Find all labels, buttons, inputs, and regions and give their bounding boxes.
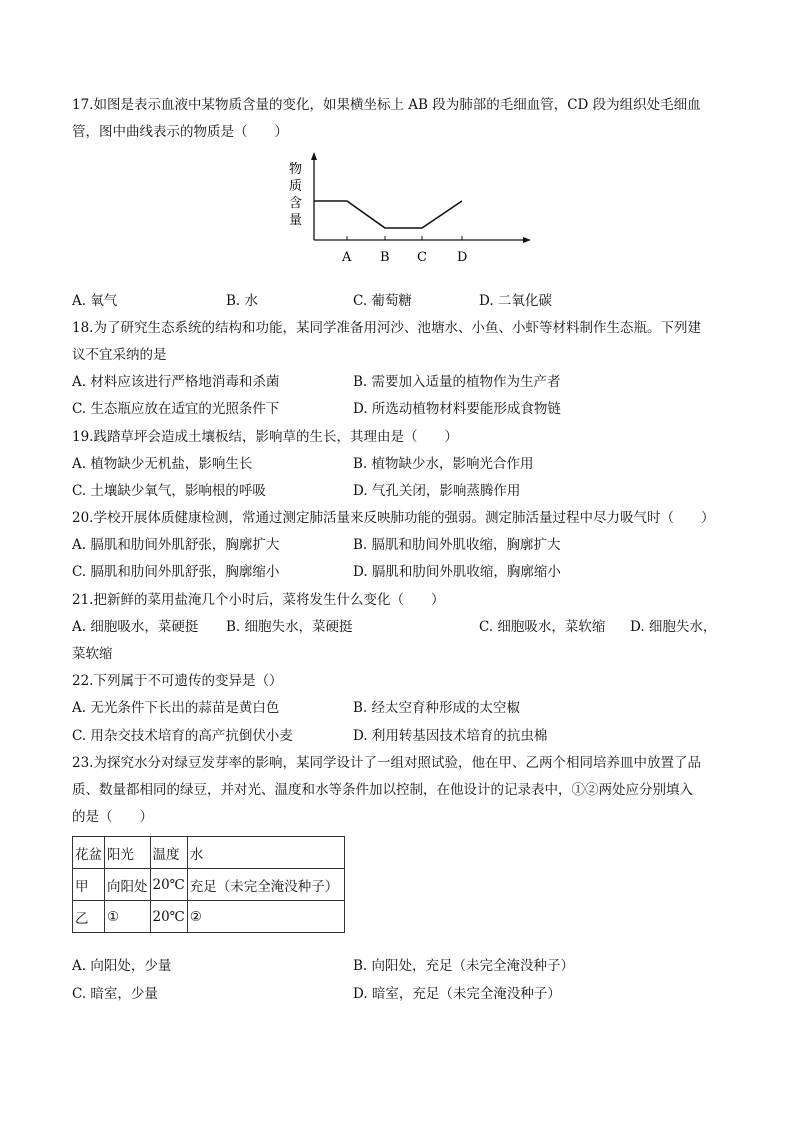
q17-option-b[interactable]: B. 水: [226, 293, 259, 309]
q21-option-d[interactable]: D. 细胞失水，: [630, 619, 717, 635]
q23-stem-line3: 的是（ ）: [72, 809, 153, 825]
q22-stem: 22.下列属于不可遗传的变异是（）: [72, 673, 283, 689]
table-cell: 充足（未完全淹没种子）: [187, 869, 344, 901]
q18-option-c[interactable]: C. 生态瓶应放在适宜的光照条件下: [72, 401, 280, 417]
q23-record-table: [72, 836, 345, 933]
graph-x-tick-a: A: [342, 250, 352, 265]
q21-stem: 21.把新鲜的菜用盐淹几个小时后，菜将发生什么变化（ ）: [72, 592, 445, 608]
table-cell: ②: [187, 901, 344, 933]
q19-option-d[interactable]: D. 气孔关闭，影响蒸腾作用: [353, 483, 521, 499]
q22-option-b[interactable]: B. 经太空育种形成的太空椒: [353, 700, 521, 716]
q19-stem: 19.践踏草坪会造成土壤板结，影响草的生长，其理由是（ ）: [72, 429, 458, 445]
q23-option-c[interactable]: C. 暗室，少量: [72, 986, 158, 1002]
graph-curve: [314, 201, 462, 228]
table-cell: 20℃: [150, 901, 187, 933]
table-cell: ①: [105, 901, 151, 933]
graph-y-label-4: 量: [289, 213, 303, 228]
graph-y-label-2: 质: [289, 179, 303, 194]
table-cell: 向阳处: [105, 869, 151, 901]
q22-option-d[interactable]: D. 利用转基因技术培育的抗虫棉: [353, 728, 548, 744]
table-row: [73, 901, 345, 933]
q23-option-d[interactable]: D. 暗室，充足（未完全淹没种子）: [353, 986, 561, 1002]
q17-stem-line1: 17.如图是表示血液中某物质含量的变化，如果横坐标上 AB 段为肺部的毛细血管，CD 段为组织处毛细血: [72, 97, 701, 113]
graph-x-tick-b: B: [380, 250, 390, 265]
q18-stem-line2: 议不宜采纳的是: [72, 347, 167, 363]
q20-option-d[interactable]: D. 膈肌和肋间外肌收缩，胸廓缩小: [353, 564, 561, 580]
graph-y-arrow: [311, 152, 317, 160]
q21-option-d-wrap: 菜软缩: [72, 646, 113, 662]
table-header-row: [73, 837, 345, 869]
graph-y-label-1: 物: [289, 162, 303, 177]
q18-stem-line1: 18.为了研究生态系统的结构和功能，某同学准备用河沙、池塘水、小鱼、小虾等材料制作生态瓶。下列建: [72, 320, 701, 336]
q22-option-c[interactable]: C. 用杂交技术培育的高产抗倒伏小麦: [72, 728, 293, 744]
q17-stem-line2: 管，图中曲线表示的物质是（ ）: [72, 124, 288, 140]
q23-stem-line2: 质、数量都相同的绿豆，并对光、温度和水等条件加以控制，在他设计的记录表中，①②两处应分别填入: [72, 782, 693, 798]
q17-option-a[interactable]: A. 氧气: [72, 293, 118, 309]
q19-option-c[interactable]: C. 土壤缺少氧气，影响根的呼吸: [72, 483, 266, 499]
table-header-cell: 花盆: [73, 837, 105, 869]
q17-graph: [282, 150, 532, 270]
q20-stem: 20.学校开展体质健康检测，常通过测定肺活量来反映肺功能的强弱。测定肺活量过程中尽力吸气时（ ）: [72, 510, 715, 526]
graph-y-label-3: 含: [289, 196, 303, 211]
q23-option-a[interactable]: A. 向阳处，少量: [72, 958, 172, 974]
table-cell: 甲: [73, 869, 105, 901]
q21-option-a[interactable]: A. 细胞吸水，菜硬挺: [72, 619, 199, 635]
table-header-cell: 阳光: [105, 837, 151, 869]
q20-option-b[interactable]: B. 膈肌和肋间外肌收缩，胸廓扩大: [353, 537, 561, 553]
graph-x-tick-d: D: [457, 250, 468, 265]
graph-x-arrow: [523, 237, 531, 243]
q23-stem-line1: 23.为探究水分对绿豆发芽率的影响，某同学设计了一组对照试验，他在甲、乙两个相同培养皿中放置了品: [72, 755, 701, 771]
q19-option-a[interactable]: A. 植物缺少无机盐，影响生长: [72, 456, 253, 472]
table-header-cell: 水: [187, 837, 344, 869]
table-cell: 乙: [73, 901, 105, 933]
q21-option-b[interactable]: B. 细胞失水，菜硬挺: [226, 619, 353, 635]
table-header-cell: 温度: [150, 837, 187, 869]
table-row: [73, 869, 345, 901]
q19-option-b[interactable]: B. 植物缺少水，影响光合作用: [353, 456, 534, 472]
q20-option-c[interactable]: C. 膈肌和肋间外肌舒张，胸廓缩小: [72, 564, 280, 580]
q22-option-a[interactable]: A. 无光条件下长出的蒜苗是黄白色: [72, 700, 280, 716]
q20-option-a[interactable]: A. 膈肌和肋间外肌舒张，胸廓扩大: [72, 537, 280, 553]
q17-option-d[interactable]: D. 二氧化碳: [479, 293, 552, 309]
q18-option-d[interactable]: D. 所选动植物材料要能形成食物链: [353, 401, 561, 417]
table-cell: 20℃: [150, 869, 187, 901]
q17-option-c[interactable]: C. 葡萄糖: [353, 293, 412, 309]
q21-option-c[interactable]: C. 细胞吸水，菜软缩: [479, 619, 606, 635]
q18-option-b[interactable]: B. 需要加入适量的植物作为生产者: [353, 374, 561, 390]
q18-option-a[interactable]: A. 材料应该进行严格地消毒和杀菌: [72, 374, 280, 390]
q23-option-b[interactable]: B. 向阳处，充足（未完全淹没种子）: [353, 958, 575, 974]
graph-x-tick-c: C: [417, 250, 427, 265]
